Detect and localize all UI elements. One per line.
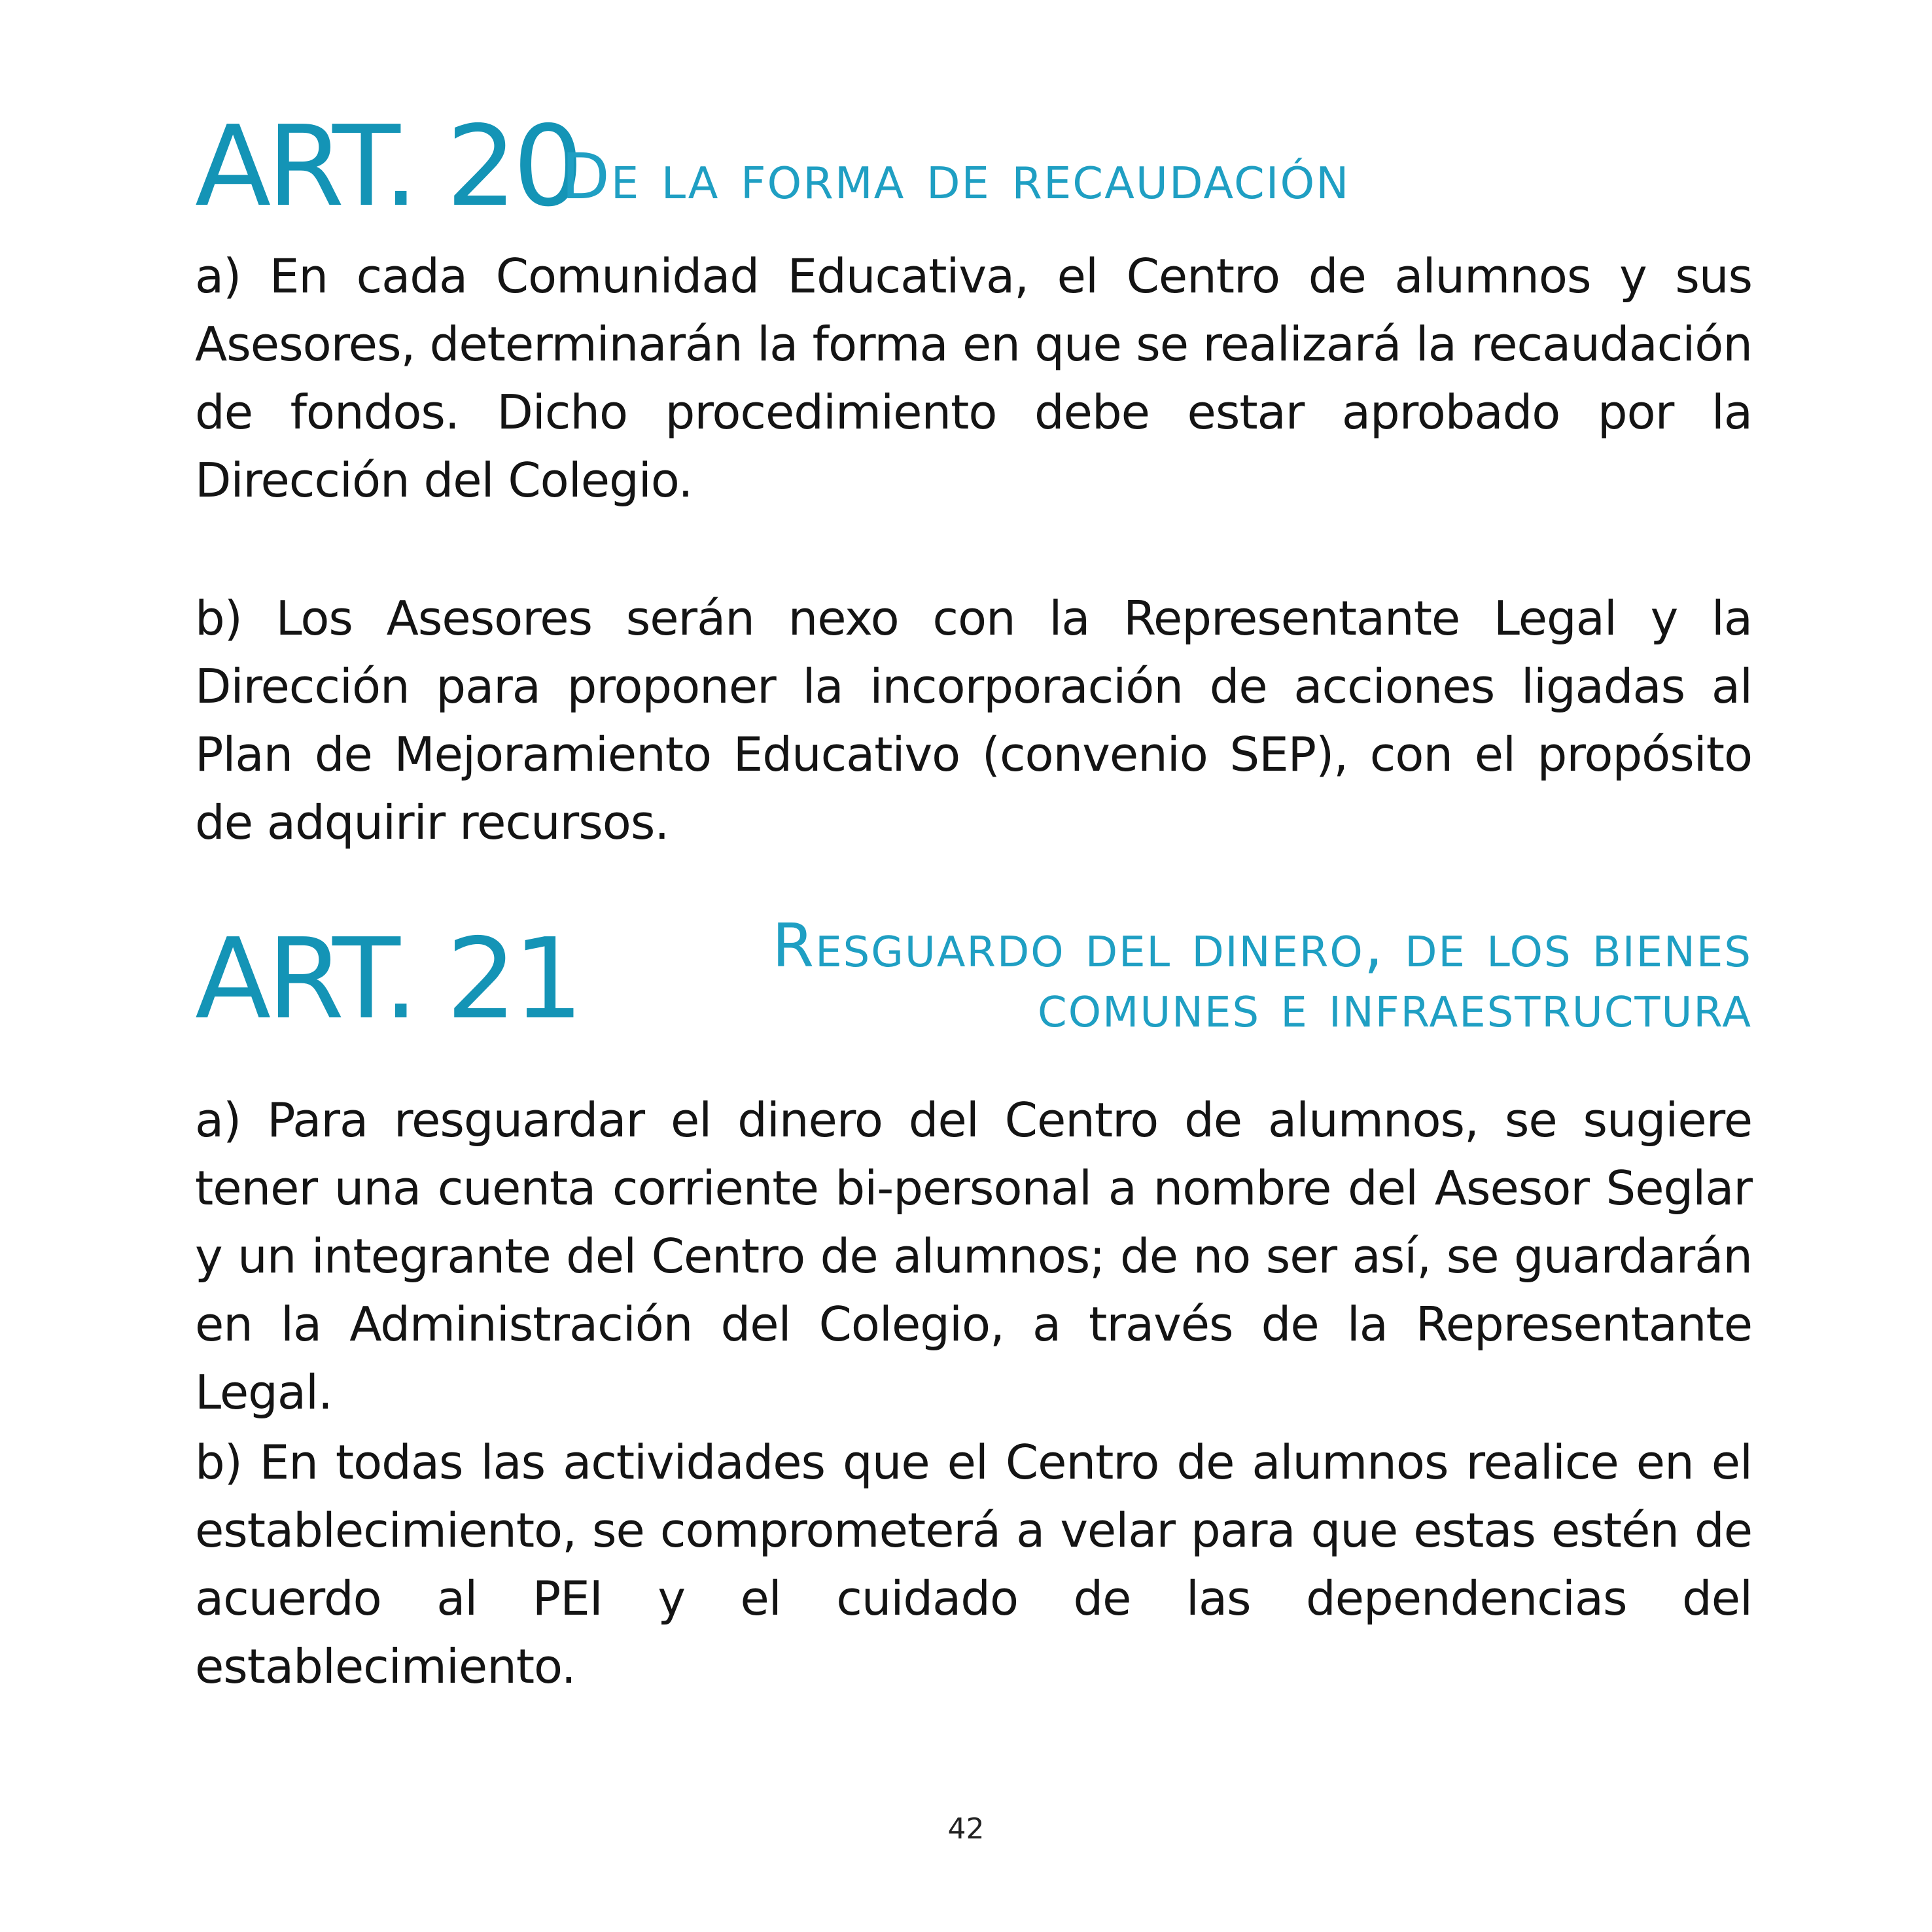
article-21-heading — [195, 911, 1752, 1066]
article-21-paragraph-a: a) Para resguardar el dinero del Centro de alumnos, se sugiere tener una cuenta corriente bi-personal a nombre del Asesor Seglar y un integrante del Centro de alumnos; de no ser así, se guardarán en la Administración del Colegio, a través de la Representante Legal. — [195, 1093, 1752, 1420]
article-21-title-line-1: Resguardo del dinero, de los bienes — [772, 911, 1752, 981]
page-number: 42 — [947, 1812, 985, 1846]
article-21-title — [772, 911, 1752, 1041]
article-20-title: De la forma de recaudación — [561, 140, 1350, 213]
article-21-paragraph-b: b) En todas las actividades que el Centro de alumnos realice en el establecimiento, se comprometerá a velar para que estas estén de acuerdo al PEI y el cuidado de las dependencias del establecimiento. — [195, 1435, 1752, 1694]
article-21-number: ART. 21 — [195, 915, 580, 1044]
article-20-paragraph-b: b) Los Asesores serán nexo con la Representante Legal y la Dirección para proponer la incorporación de acciones ligadas al Plan de Mejoramiento Educativo (convenio SEP), con el propósito de adquirir recursos. — [195, 591, 1752, 850]
article-20-paragraph-a: a) En cada Comunidad Educativa, el Centro de alumnos y sus Asesores, determinarán la forma en que se realizará la recaudación de fondos. Dicho procedimiento debe estar aprobado por la Dirección del Colegio. — [195, 249, 1752, 508]
article-20-number: ART. 20 — [195, 102, 580, 232]
article-20-heading — [195, 102, 1752, 232]
article-21-title-line-2: comunes e infraestructura — [1038, 971, 1752, 1041]
